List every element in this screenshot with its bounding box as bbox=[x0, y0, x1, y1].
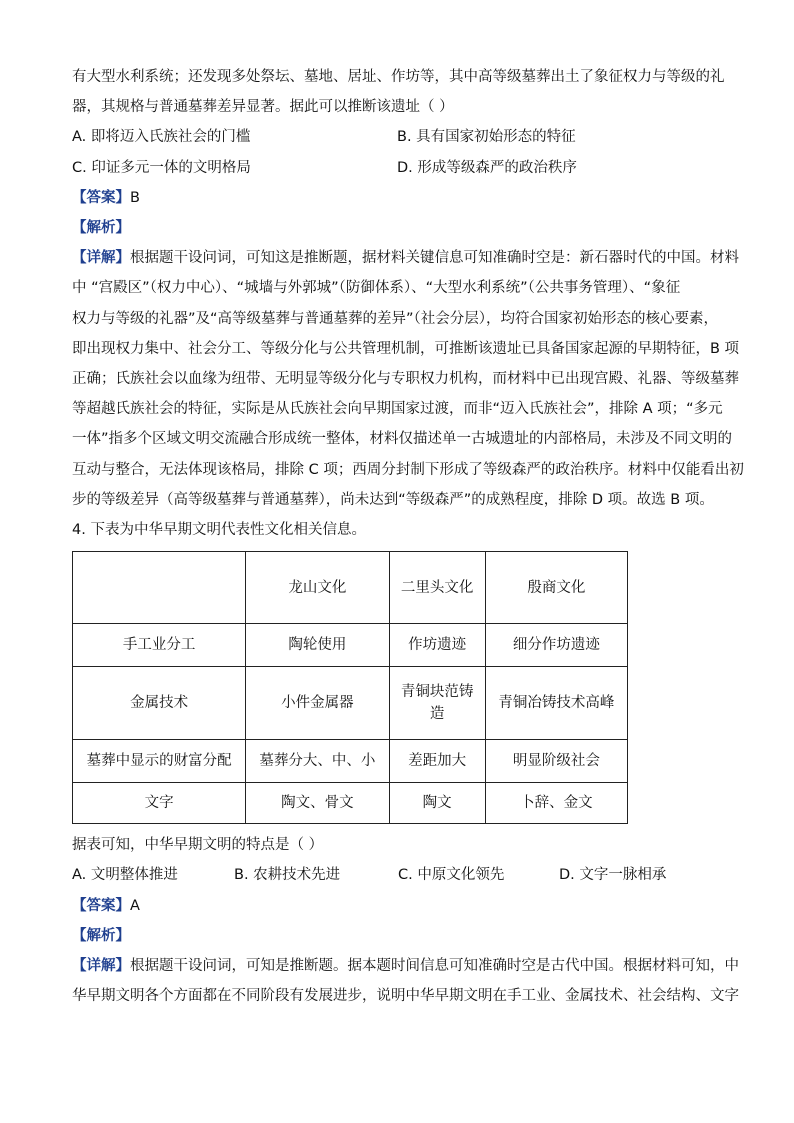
q4-detail-line: 华早期文明各个方面都在不同阶段有发展进步，说明中华早期文明在手工业、金属技术、社会结构、文字 bbox=[72, 988, 739, 1005]
table-row bbox=[73, 624, 628, 667]
q4-answer-tag: 【答案】 bbox=[72, 897, 130, 914]
table-cell: 卜辞、金文 bbox=[485, 783, 627, 824]
table-header-row bbox=[73, 552, 628, 624]
q4-detail-tag: 【详解】 bbox=[72, 958, 130, 975]
q4-option-c: C. 中原文化领先 bbox=[398, 867, 505, 884]
table-row bbox=[73, 783, 628, 824]
q4-question: 据表可知，中华早期文明的特点是（ ） bbox=[72, 837, 324, 854]
q4-detail-text: 根据题干设问词，可知是推断题。据本题时间信息可知准确时空是古代中国。根据材料可知，中 bbox=[130, 958, 739, 975]
q3-detail-line: 步的等级差异（高等级墓葬与普通墓葬），尚未达到“等级森严”的成熟程度，排除 D 项。故选 B 项。 bbox=[72, 491, 714, 508]
table-cell: 陶文、骨文 bbox=[246, 783, 389, 824]
q3-detail-line: 正确；氏族社会以血缘为纽带、无明显等级分化与专职权力机构，而材料中已出现宫殿、礼器、等级墓葬 bbox=[72, 371, 739, 388]
table-cell: 青铜块范铸造 bbox=[389, 667, 485, 740]
q4-analysis-tag: 【解析】 bbox=[72, 927, 130, 944]
q3-analysis-heading bbox=[72, 213, 722, 243]
table-header-cell bbox=[73, 552, 246, 624]
q3-stem-line-2: 器，其规格与普通墓葬差异显著。据此可以推断该遗址（ ） bbox=[72, 99, 454, 116]
table-cell: 小件金属器 bbox=[246, 667, 389, 740]
culture-table bbox=[72, 551, 628, 824]
q3-detail-tag: 【详解】 bbox=[72, 250, 130, 267]
q4-option-d: D. 文字一脉相承 bbox=[559, 867, 667, 884]
table-row-label: 文字 bbox=[73, 783, 246, 824]
table-cell: 青铜冶铸技术高峰 bbox=[485, 667, 627, 740]
table-row bbox=[73, 740, 628, 783]
table-header-cell: 殷商文化 bbox=[485, 552, 627, 624]
q3-detail-line: 一体”指多个区域文明交流融合形成统一整体，材料仅描述单一古城遗址的内部格局，未涉及不同文明的 bbox=[72, 431, 733, 448]
q4-option-a: A. 文明整体推进 bbox=[72, 867, 178, 884]
q4-detail bbox=[72, 951, 739, 1011]
q4-analysis-heading bbox=[72, 921, 722, 951]
table-header-cell: 二里头文化 bbox=[389, 552, 485, 624]
q3-stem-line-1: 有大型水利系统；还发现多处祭坛、墓地、居址、作坊等，其中高等级墓葬出土了象征权力与等级的礼 bbox=[72, 69, 725, 85]
q3-option-d: D. 形成等级森严的政治秩序 bbox=[397, 159, 577, 176]
q4-answer-value: A bbox=[130, 897, 140, 914]
q3-detail-text: 根据题干设问词，可知这是推断题，据材料关键信息可知准确时空是：新石器时代的中国。材料 bbox=[130, 250, 739, 267]
table-row-label: 墓葬中显示的财富分配 bbox=[73, 740, 246, 783]
q3-detail-line: 即出现权力集中、社会分工、等级分化与公共管理机制，可推断该遗址已具备国家起源的早期特征，B 项 bbox=[72, 340, 740, 357]
q4-stem: 4. 下表为中华早期文明代表性文化相关信息。 bbox=[72, 522, 366, 539]
q3-detail-line: 权力与等级的礼器”及“高等级墓葬与普通墓葬的差异”（社会分层），均符合国家初始形态的核心要素， bbox=[72, 310, 719, 327]
q4-detail-line bbox=[72, 951, 739, 981]
q3-options-row-2 bbox=[72, 153, 722, 183]
q3-detail-line bbox=[72, 243, 739, 273]
q3-option-b: B. 具有国家初始形态的特征 bbox=[397, 129, 576, 146]
table-cell: 细分作坊遗迹 bbox=[485, 624, 627, 667]
table-row-label: 手工业分工 bbox=[73, 624, 246, 667]
table-cell: 墓葬分大、中、小 bbox=[246, 740, 389, 783]
document-page bbox=[72, 62, 744, 1011]
table-cell: 陶文 bbox=[389, 783, 485, 824]
table-row bbox=[73, 667, 628, 740]
table-row-label: 金属技术 bbox=[73, 667, 246, 740]
q4-answer bbox=[72, 891, 722, 921]
table-header-cell: 龙山文化 bbox=[246, 552, 389, 624]
q3-detail-line: 中 “宫殿区”（权力中心）、“城墙与外郭城”（防御体系）、“大型水利系统”（公共事务管理）、“象征 bbox=[72, 280, 681, 297]
q4-options-row bbox=[72, 860, 722, 890]
table-cell: 陶轮使用 bbox=[246, 624, 389, 667]
q3-option-c: C. 印证多元一体的文明格局 bbox=[72, 159, 251, 176]
q4-option-b: B. 农耕技术先进 bbox=[234, 867, 341, 884]
q3-options-row-1 bbox=[72, 122, 722, 152]
table-cell: 作坊遗迹 bbox=[389, 624, 485, 667]
q3-answer-tag: 【答案】 bbox=[72, 189, 130, 206]
table-cell: 差距加大 bbox=[389, 740, 485, 783]
q3-option-a: A. 即将迈入氏族社会的门槛 bbox=[72, 129, 251, 146]
q3-detail bbox=[72, 243, 744, 515]
table-cell: 明显阶级社会 bbox=[485, 740, 627, 783]
q3-detail-line: 互动与整合，无法体现该格局，排除 C 项；西周分封制下形成了等级森严的政治秩序。材料中仅能看出初 bbox=[72, 461, 744, 478]
q3-answer bbox=[72, 183, 722, 213]
q3-answer-value: B bbox=[130, 189, 140, 206]
q3-analysis-tag: 【解析】 bbox=[72, 220, 130, 237]
q3-detail-line: 等超越氏族社会的特征，实际是从氏族社会向早期国家过渡，而非“迈入氏族社会”，排除 A 项；“多元 bbox=[72, 401, 723, 418]
